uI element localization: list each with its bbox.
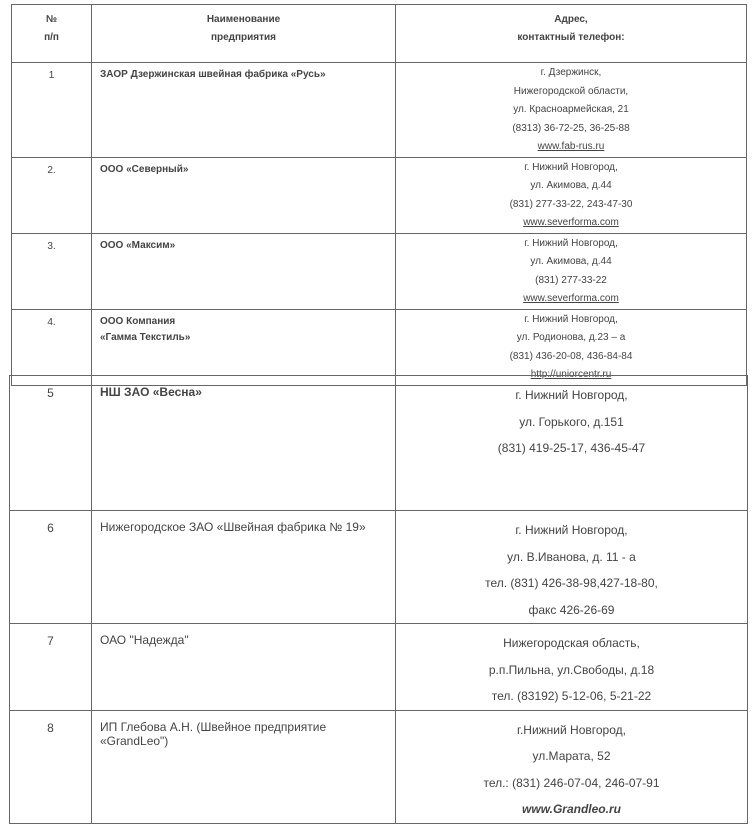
enterprise-address [396, 63, 747, 158]
header-num-cell [12, 5, 92, 63]
enterprise-name: ООО «Северный» [92, 157, 396, 233]
address-line: г. Дзержинск, [540, 67, 602, 78]
address-line: ул. Акимова, д.44 [530, 180, 612, 191]
header-num-line2: п/п [44, 32, 59, 43]
enterprise-name: ООО «Максим» [92, 233, 396, 309]
phone-line: тел. (831) 426-38-98,427-18-80, [485, 576, 658, 590]
website-link[interactable]: www.fab-rus.ru [537, 141, 605, 152]
header-num-line1: № [45, 14, 58, 25]
enterprises-table-upper [11, 4, 747, 386]
table-row [12, 157, 747, 233]
enterprise-name-line2: «Гамма Текстиль» [100, 331, 191, 343]
website-link[interactable]: www.severforma.com [523, 293, 619, 304]
table-row [12, 233, 747, 309]
address-line: г. Нижний Новгород, [524, 313, 618, 325]
website-text: www.Grandleo.ru [522, 802, 621, 816]
row-number: 6 [10, 511, 92, 624]
address-line: г. Нижний Новгород, [515, 523, 628, 537]
table-row [10, 511, 748, 624]
phone-line: (831) 277-33-22, 243-47-30 [509, 198, 633, 210]
table-row [10, 624, 748, 711]
phone-line: (831) 436-20-08, 436-84-84 [509, 350, 633, 362]
enterprise-address [396, 309, 747, 385]
row-number: 1 [12, 63, 92, 158]
enterprise-address [396, 376, 748, 511]
header-address-line2: контактный телефон: [517, 32, 625, 43]
header-name-cell [92, 5, 396, 63]
enterprise-name: ИП Глебова А.Н. (Швейное предприятие «GrandLeo") [92, 710, 396, 823]
address-line: г. Нижний Новгород, [524, 237, 618, 249]
header-address-cell [396, 5, 747, 63]
table-row [10, 710, 748, 823]
header-row [12, 5, 747, 63]
row-number: 3. [12, 233, 92, 309]
address-line: р.п.Пильна, ул.Свободы, д.18 [488, 662, 655, 677]
enterprise-address [396, 710, 748, 823]
address-line: г.Нижний Новгород, [517, 722, 626, 737]
row-number: 5 [10, 376, 92, 511]
address-line: ул. Красноармейская, 21 [513, 104, 629, 115]
row-number: 8 [10, 710, 92, 823]
address-line: ул. Акимова, д.44 [530, 256, 612, 267]
address-line: г. Нижний Новгород, [515, 388, 628, 402]
phone-line: (831) 419-25-17, 436-45-47 [497, 441, 646, 455]
header-name-line1: Наименование [206, 14, 281, 25]
table-row [12, 63, 747, 158]
website-link[interactable]: http://uniorcentr.ru [530, 369, 612, 380]
phone-line: тел.: (831) 246-07-04, 246-07-91 [483, 775, 660, 790]
address-line: ул. Родионова, д.23 – а [516, 332, 626, 343]
table-row [10, 376, 748, 511]
fax-line: факс 426-26-69 [528, 602, 615, 617]
header-address-line1: Адрес, [554, 14, 588, 25]
enterprise-address [396, 624, 748, 711]
address-line: Нижегородской области, [513, 85, 629, 97]
enterprise-name: Нижегородское ЗАО «Швейная фабрика № 19» [92, 511, 396, 624]
row-number: 7 [10, 624, 92, 711]
enterprise-name: НШ ЗАО «Весна» [92, 376, 396, 511]
enterprise-name-line1: ООО Компания [100, 315, 176, 327]
address-line: ул. В.Иванова, д. 11 - а [507, 549, 636, 564]
website-link[interactable]: www.severforma.com [523, 217, 619, 228]
enterprises-table-lower [9, 375, 748, 824]
address-line: Нижегородская область, [503, 636, 640, 650]
enterprise-address [396, 233, 747, 309]
address-line: г. Нижний Новгород, [524, 161, 618, 173]
phone-line: (831) 277-33-22 [535, 274, 607, 286]
phone-line: (8313) 36-72-25, 36-25-88 [512, 122, 630, 134]
table-row [12, 309, 747, 385]
enterprise-name: ЗАОР Дзержинская швейная фабрика «Русь» [92, 63, 396, 158]
row-number: 2. [12, 157, 92, 233]
address-line: ул.Марата, 52 [532, 749, 611, 763]
enterprise-address [396, 511, 748, 624]
address-line: ул. Горького, д.151 [519, 414, 624, 429]
enterprise-address [396, 157, 747, 233]
enterprise-name: ОАО "Надежда" [92, 624, 396, 711]
enterprise-name [92, 309, 396, 385]
row-number: 4. [12, 309, 92, 385]
header-name-line2: предприятия [210, 32, 277, 43]
phone-line: тел. (83192) 5-12-06, 5-21-22 [491, 689, 652, 703]
